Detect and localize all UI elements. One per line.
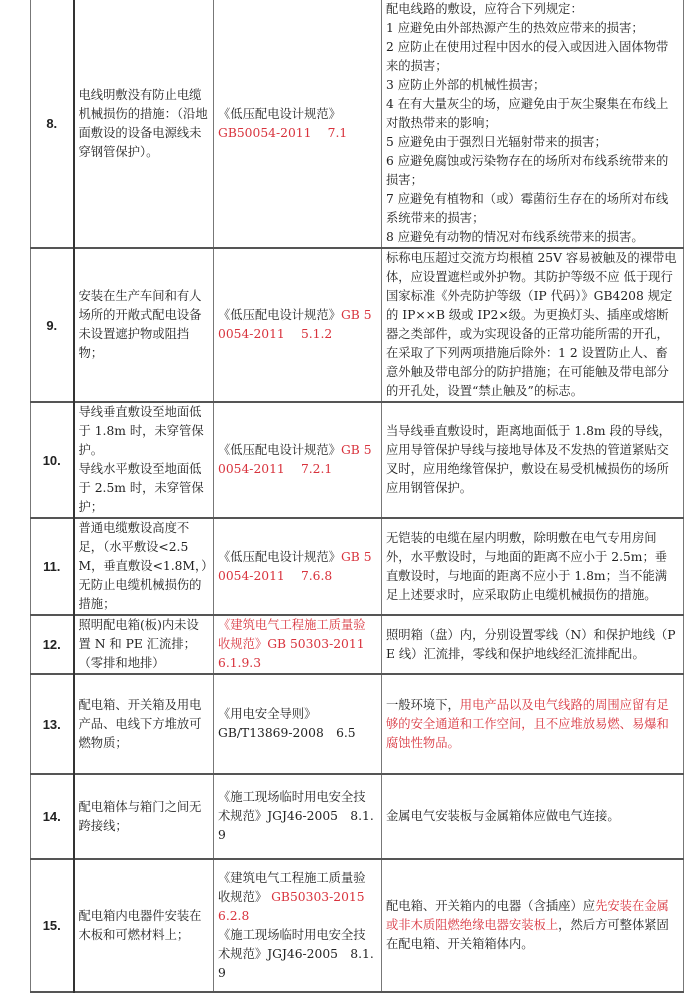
hazard-description-cell: [74, 859, 214, 992]
hazard-description-cell: [74, 0, 214, 248]
row-number: 11.: [31, 518, 74, 615]
standard-reference-cell: [214, 859, 382, 992]
hazard-description-paragraph: [79, 907, 210, 945]
requirement-text-text: 8 应避免有动物的情况对布线系统带来的损害。: [386, 230, 644, 244]
table-row: [31, 518, 684, 615]
table-row: [31, 674, 684, 774]
standard-reference-paragraph: [218, 869, 377, 926]
requirement-text-paragraph: [386, 0, 679, 19]
hazard-description-paragraph: [79, 798, 210, 836]
requirement-text-text: 配电箱、开关箱内的电器（含插座）应: [386, 899, 596, 913]
hazard-description-text: 电线明敷没有防止电缆机械损伤的措施：（沿地面敷设的设备电源线未穿钢管保护）。: [78, 87, 208, 159]
standard-reference-highlight: GB50303-2015 6.2.8: [218, 889, 365, 923]
standard-reference-paragraph: [218, 548, 377, 586]
hazard-description-text: 导线水平敷设至地面低于 2.5m 时，未穿管保护；: [78, 462, 204, 514]
hazard-description-text: 配电箱体与箱门之间无跨接线；: [78, 799, 202, 833]
standard-reference-highlight: GB 50054-2011 5.1.2: [218, 308, 372, 341]
requirement-text-cell: [382, 615, 684, 674]
requirement-text-cell: [382, 402, 684, 518]
requirement-text-paragraph: [386, 133, 679, 152]
standard-reference-cell: [214, 674, 382, 774]
requirement-text-paragraph: [386, 422, 679, 498]
requirement-text-cell: [382, 859, 684, 992]
standard-reference-paragraph: [218, 705, 377, 724]
hazard-description-text: 照明配电箱(板)内未设置 N 和 PE 汇流排；（零排和地排）: [78, 618, 199, 670]
hazard-description-text: 安装在生产车间和有人场所的开敞式配电设备未设置遮护物或阻挡物；: [78, 289, 202, 360]
requirement-text-paragraph: [386, 529, 679, 605]
requirement-text-paragraph: [386, 807, 679, 826]
requirement-text-text: ，然后方可整体紧固在配电箱、开关箱箱体内。: [386, 918, 669, 951]
requirement-text-paragraph: [386, 190, 679, 228]
requirement-text-paragraph: [386, 95, 679, 133]
hazard-description-paragraph: [79, 616, 210, 673]
table-row: [31, 402, 684, 518]
hazard-description-paragraph: [79, 696, 210, 753]
standard-reference-cell: [214, 774, 382, 859]
requirement-text-text: 标称电压超过交流方均根植 25V 容易被触及的裸带电体，应设置遮栏或外护物。其防护等级不应 低于现行国家标准《外壳防护等级（IP 代码）》GB4208 规定的 IP××B 级或 IP2×级。为更换灯头、插座或熔断器之类部件，或为实现设备的正常功能所需的开孔，在采取了下列两项措施后除外：1 2 设置防止人、畜意外触及带电部分的防护措施；在可能触及带电部分的开孔处，设置“禁止触及”的标志。: [386, 251, 677, 398]
requirement-text-text: 2 应防止在使用过程中因水的侵入或因进入固体物带来的损害；: [386, 40, 669, 73]
requirement-text-paragraph: [386, 696, 679, 753]
hazard-description-paragraph: [79, 519, 210, 614]
hazard-description-text: 配电箱内电器件安装在木板和可燃材料上；: [78, 908, 202, 942]
requirement-text-paragraph: [386, 152, 679, 190]
standard-reference-highlight: GB50054-2011 7.1: [218, 125, 348, 140]
table-row: [31, 859, 684, 992]
hazard-description-paragraph: [79, 287, 210, 363]
requirement-text-text: 金属电气安装板与金属箱体应做电气连接。: [386, 809, 620, 823]
requirement-text-text: 无铠装的电缆在屋内明敷，除明敷在电气专用房间外，水平敷设时，与地面的距离不应小于 2.5m；垂直敷设时，与地面的距离不应小于 1.8m；当不能满足上述要求时，应采取防止电缆机械损伤的措施。: [386, 530, 668, 602]
hazard-description-cell: [74, 518, 214, 615]
requirement-text-cell: [382, 248, 684, 402]
standard-reference-text: 《低压配电设计规范》: [218, 308, 341, 322]
standard-reference-paragraph: [218, 788, 377, 845]
standard-reference-text: 《施工现场临时用电安全技术规范》JGJ46-2005 8.1.9: [218, 790, 374, 842]
requirement-text-paragraph: [386, 38, 679, 76]
standard-reference-cell: [214, 518, 382, 615]
standard-reference-cell: [214, 0, 382, 248]
standard-reference-highlight: 《建筑电气工程施工质量验收规范》GB 50303-2011 6.1.9.3: [218, 618, 366, 670]
table-row: [31, 774, 684, 859]
hazard-description-text: 普通电缆敷设高度不足，（水平敷设<2.5M，垂直敷设<1.8M，）无防止电缆机械损伤的措施；: [78, 521, 208, 611]
hazard-description-text: 配电箱、开关箱及用电产品、电线下方堆放可燃物质；: [78, 697, 202, 750]
hazard-description-paragraph: [79, 86, 210, 162]
table-row: [31, 248, 684, 402]
requirement-text-highlight: 先安装在金属或非木质阻燃绝缘电器安装板上: [386, 899, 669, 932]
requirement-text-text: 4 在有大量灰尘的场，应避免由于灰尘聚集在布线上对散热带来的影响；: [386, 97, 669, 130]
standard-reference-text: 《低压配电设计规范》: [218, 106, 341, 121]
standard-reference-paragraph: [218, 926, 377, 983]
row-number: 10.: [31, 402, 74, 518]
hazard-description-text: 导线垂直敷设至地面低于 1.8m 时，未穿管保护。: [78, 405, 204, 457]
standard-reference-paragraph: [218, 441, 377, 479]
requirement-text-text: 5 应避免由于强烈日光辐射带来的损害；: [386, 135, 607, 149]
hazard-description-paragraph: [79, 460, 210, 517]
requirement-text-text: 照明箱（盘）内，分别设置零线（N）和保护地线（PE 线）汇流排，零线和保护地线经汇流排配出。: [386, 627, 676, 661]
requirement-text-cell: [382, 774, 684, 859]
standard-reference-highlight: GB 50054-2011 7.2.1: [218, 443, 372, 476]
hazard-description-cell: [74, 402, 214, 518]
standard-reference-text: 《低压配电设计规范》: [218, 549, 341, 564]
standard-reference-cell: [214, 248, 382, 402]
standard-reference-text: 《建筑电气工程施工质量验收规范》: [218, 870, 366, 904]
requirement-text-paragraph: [386, 249, 679, 401]
requirement-text-cell: [382, 518, 684, 615]
hazard-description-cell: [74, 674, 214, 774]
requirement-text-paragraph: [386, 626, 679, 664]
row-number: 13.: [31, 674, 74, 774]
requirement-text-text: 配电线路的敷设，应符合下列规定：: [386, 2, 583, 16]
standard-reference-text: 《用电安全导则》: [218, 707, 317, 721]
table-row: [31, 0, 684, 248]
hazard-description-cell: [74, 248, 214, 402]
requirement-text-text: 3 应防止外部的机械性损害；: [386, 78, 546, 92]
requirement-text-text: 6 应避免腐蚀或污染物存在的场所对布线系统带来的损害；: [386, 154, 669, 187]
standard-reference-text: GB/T13869-2008 6.5: [218, 726, 356, 740]
standard-reference-cell: [214, 615, 382, 674]
standard-reference-text: 《施工现场临时用电安全技术规范》JGJ46-2005 8.1.9: [218, 927, 374, 980]
standard-reference-cell: [214, 402, 382, 518]
table-row: [31, 615, 684, 674]
requirement-text-cell: [382, 0, 684, 248]
standard-reference-text: 《低压配电设计规范》: [218, 443, 341, 457]
table-body: [31, 0, 684, 992]
standard-reference-paragraph: [218, 616, 377, 673]
standard-reference-paragraph: [218, 724, 377, 743]
requirement-text-paragraph: [386, 19, 679, 38]
inspection-table: [30, 0, 684, 993]
requirement-text-paragraph: [386, 228, 679, 247]
standard-reference-paragraph: [218, 124, 377, 143]
hazard-description-paragraph: [79, 403, 210, 460]
requirement-text-text: 7 应避免有植物和（或）霉菌衍生存在的场所对布线系统带来的损害；: [386, 192, 669, 225]
row-number: 12.: [31, 615, 74, 674]
requirement-text-highlight: 用电产品以及电气线路的周围应留有足够的安全通道和工作空间，且不应堆放易燃、易爆和腐蚀性物品。: [386, 697, 669, 750]
hazard-description-cell: [74, 615, 214, 674]
requirement-text-text: 1 应避免由外部热源产生的热效应带来的损害；: [386, 21, 644, 35]
requirement-text-paragraph: [386, 897, 679, 954]
row-number: 14.: [31, 774, 74, 859]
requirement-text-paragraph: [386, 76, 679, 95]
row-number: 8.: [31, 0, 74, 248]
requirement-text-text: 当导线垂直敷设时，距离地面低于 1.8m 段的导线，应用导管保护导线与接地导体及不发热的管道紧贴交叉时，应用绝缘管保护，敷设在易受机械损伤的场所应用钢管保护。: [386, 424, 671, 495]
standard-reference-highlight: GB 50054-2011 7.6.8: [218, 549, 372, 583]
row-number: 9.: [31, 248, 74, 402]
standard-reference-paragraph: [218, 306, 377, 344]
standard-reference-paragraph: [218, 105, 377, 124]
row-number: 15.: [31, 859, 74, 992]
requirement-text-cell: [382, 674, 684, 774]
requirement-text-text: 一般环境下，: [386, 697, 460, 712]
hazard-description-cell: [74, 774, 214, 859]
